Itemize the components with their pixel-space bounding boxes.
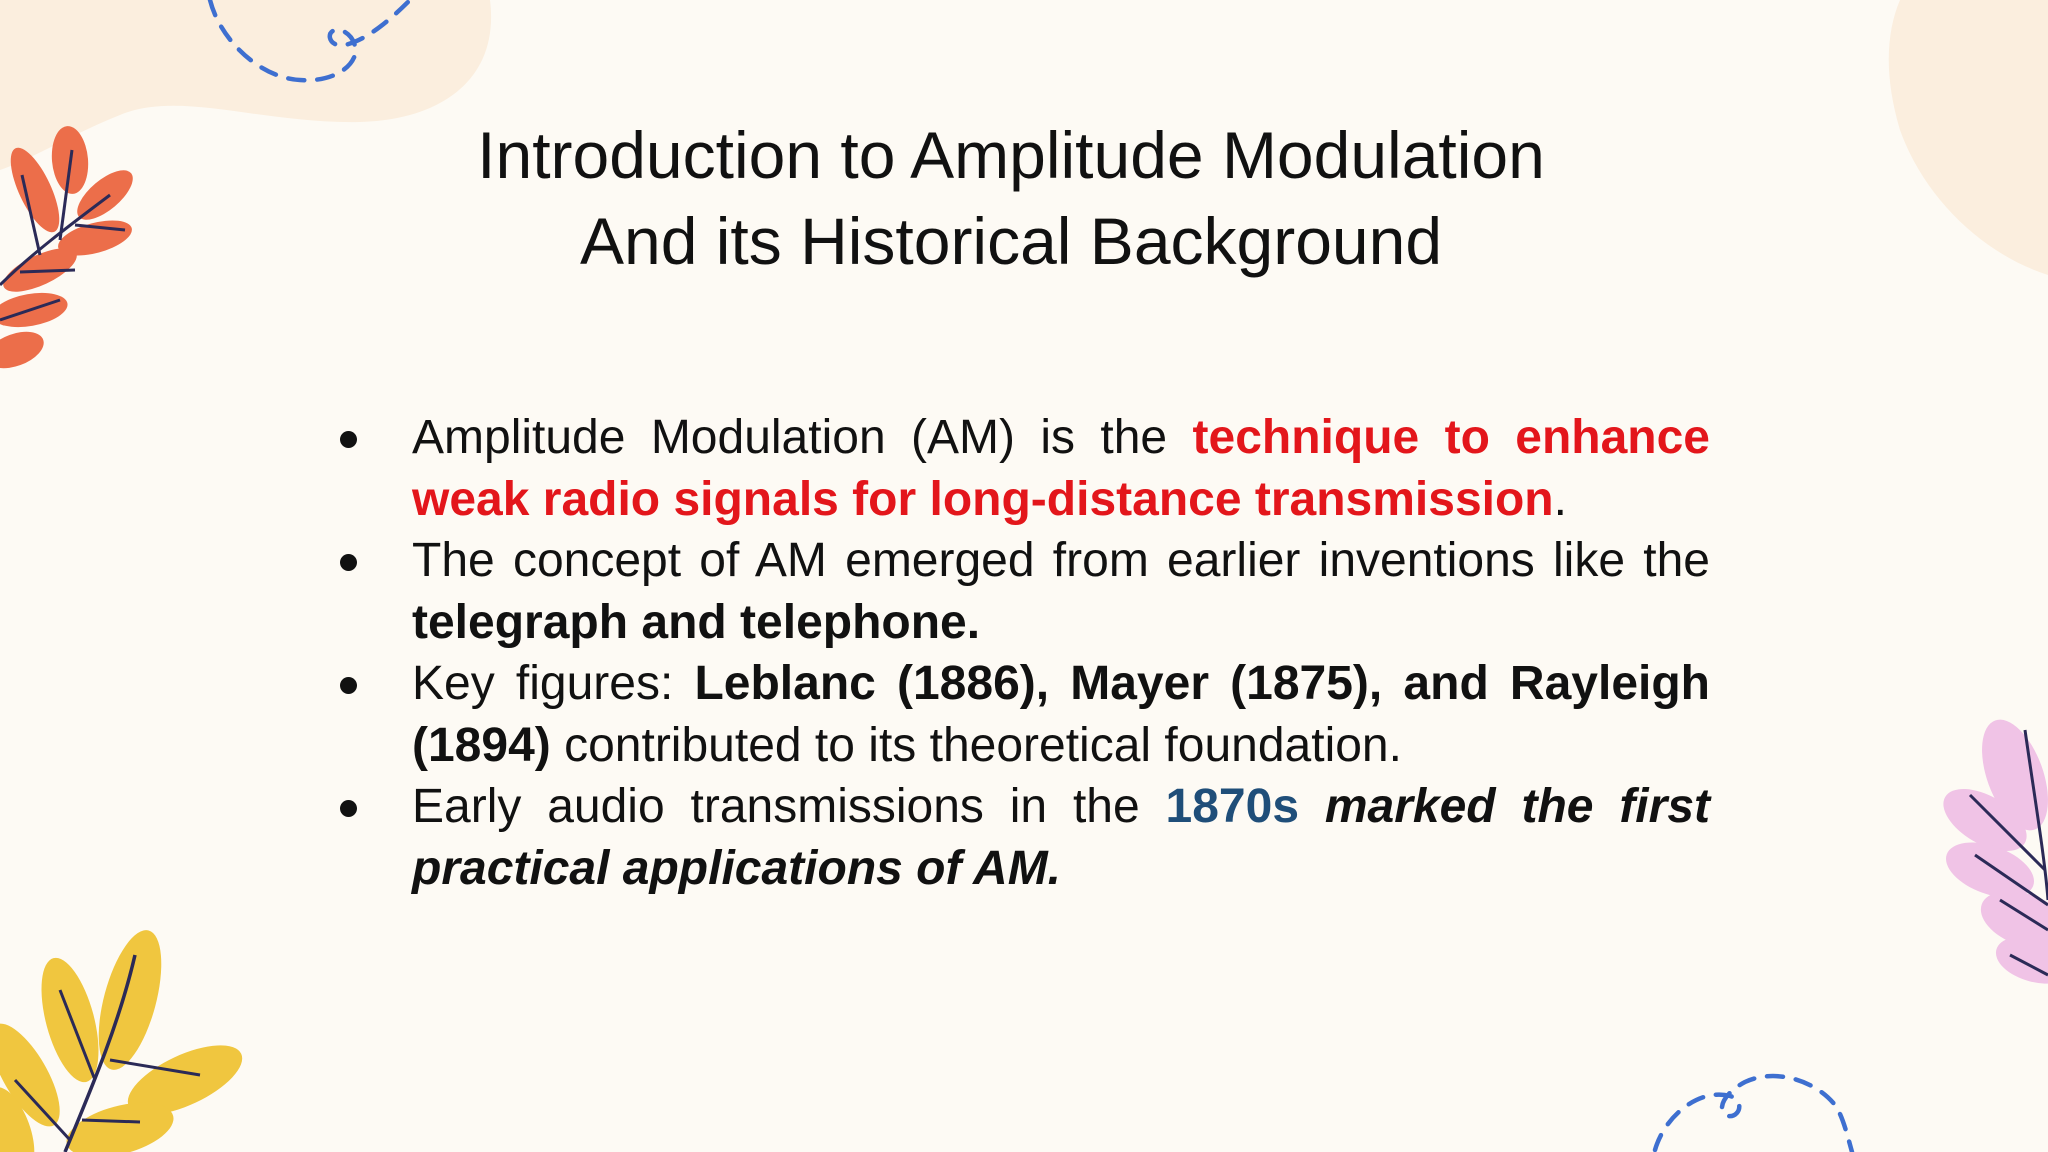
pink-leaf-branch-icon — [1933, 711, 2048, 992]
bullet-dot-icon — [340, 800, 357, 817]
highlight-red-text: technique to enhance weak radio signals for long-distance transmission — [412, 411, 1711, 526]
bullet-text: Key figures: — [412, 657, 695, 710]
bullet-text: The concept of AM emerged from earlier inventions like the — [412, 534, 1710, 587]
slide-title-line-1: Introduction to Amplitude Modulation — [477, 118, 1545, 192]
bullet-item — [340, 407, 1710, 530]
bullet-dot-icon — [340, 554, 357, 571]
bullet-text: . — [1553, 472, 1567, 526]
bullet-dot-icon — [340, 677, 357, 694]
bullet-text: Amplitude Modulation (AM) is the — [412, 411, 1193, 464]
bullet-text — [1299, 780, 1325, 833]
bullet-dot-icon — [340, 431, 357, 448]
bullet-item — [340, 653, 1710, 776]
bold-text: Leblanc (1886), Mayer (1875), and Rayleigh (1894) — [412, 657, 1710, 772]
yellow-leaf-branch-icon — [0, 924, 252, 1152]
bullet-text: Early audio transmissions in the — [412, 780, 1166, 833]
slide-title — [0, 112, 2022, 284]
bullet-text: contributed to its theoretical foundation. — [550, 718, 1402, 772]
highlight-blue-text: 1870s — [1165, 780, 1300, 833]
bullet-list — [340, 407, 1710, 899]
slide-title-line-2: And its Historical Background — [579, 204, 1443, 278]
bullet-item — [340, 530, 1710, 653]
bold-text: telegraph and telephone. — [412, 595, 981, 649]
bullet-item — [340, 776, 1710, 899]
bold-italic-text: marked the first practical applications of AM. — [412, 780, 1710, 895]
